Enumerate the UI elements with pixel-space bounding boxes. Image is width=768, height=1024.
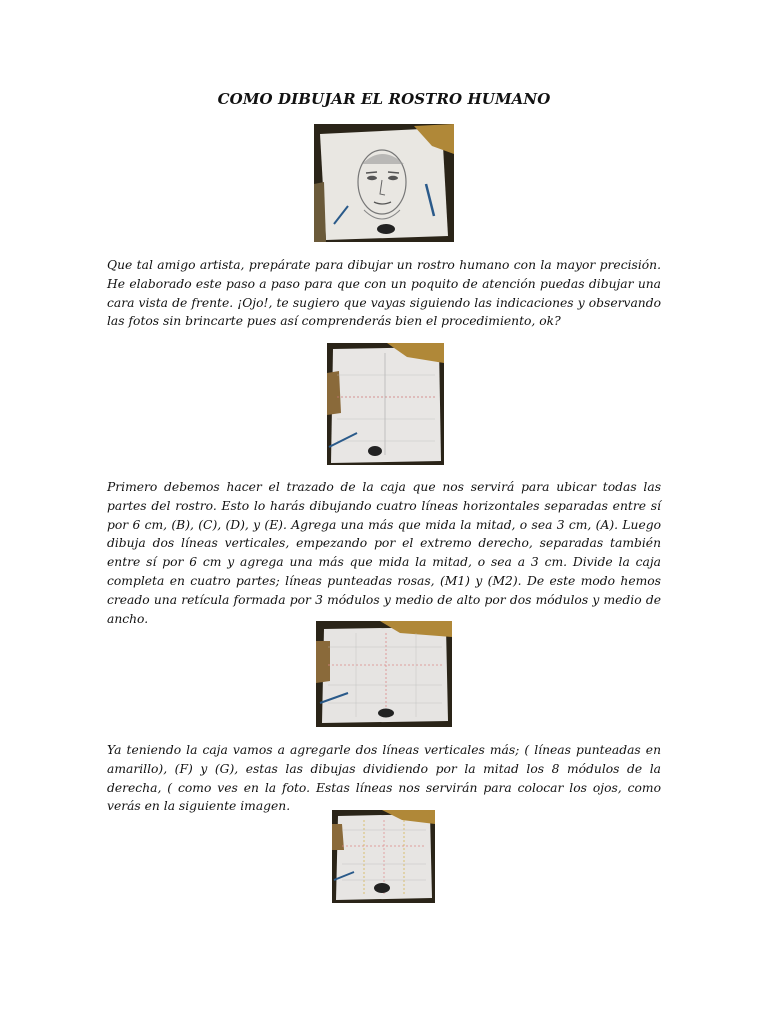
intro-paragraph: Que tal amigo artista, prepárate para dibujar un rostro humano con la mayor precisión. He elaborado este paso a paso para que con un poquito de atención puedas dibujar una cara vista de frente. ¡Ojo!, te sugiero que vayas siguiendo las indicaciones y observando las fotos sin brincarte pues así comprenderás bien el procedimiento, ok? — [107, 258, 661, 329]
step2-paragraph: Ya teniendo la caja vamos a agregarle dos líneas verticales más; ( líneas punteadas en amarillo), (F) y (G), estas las dibujas dividiendo por la mitad los 8 módulos de la derecha, ( como ves en la foto. Estas líneas nos servirán para colocar los ojos, como verás en la siguiente imagen. — [107, 743, 661, 814]
grid-step1-photo — [327, 343, 444, 465]
grid-step2-photo — [316, 621, 452, 727]
document-title: COMO DIBUJAR EL ROSTRO HUMANO — [217, 90, 551, 108]
step1-paragraph: Primero debemos hacer el trazado de la caja que nos servirá para ubicar todas las partes del rostro. Esto lo harás dibujando cuatro líneas horizontales separadas entre sí por 6 cm, (B), (C), (D), y (E). Agrega una más que mida la mitad, o sea 3 cm, (A). Luego dibuja dos líneas verticales, empezando por el extremo derecho, separadas también entre sí por 6 cm y agrega una más que mida la mitad, o sea a 3 cm. Divide la caja completa en cuatro partes; líneas punteadas rosas, (M1) y (M2). De este modo hemos creado una retícula formada por 3 módulos y medio de alto por dos módulos y medio de ancho. — [107, 480, 661, 626]
face-drawing-photo — [314, 124, 454, 242]
grid-step3-photo — [332, 810, 435, 903]
